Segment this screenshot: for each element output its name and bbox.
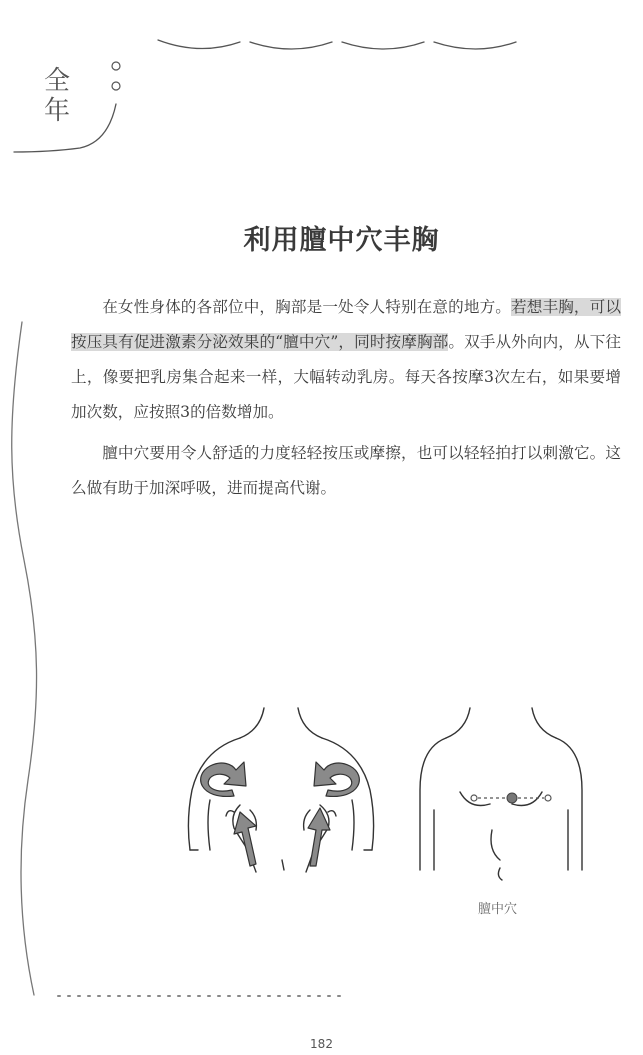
- right-figure-shoulder-right: [556, 738, 582, 870]
- section-label-line2: 年: [44, 96, 71, 126]
- page-title: 利用膻中穴丰胸: [243, 225, 440, 256]
- right-figure-shoulder-left: [420, 738, 446, 870]
- left-figure-arm-right: [352, 800, 372, 850]
- left-figure-neck-left: [240, 708, 264, 738]
- right-figure-neck-right: [532, 708, 556, 738]
- paragraph-1: [71, 290, 621, 430]
- article-body: [71, 290, 621, 512]
- page-number: 182: [310, 1037, 333, 1051]
- upward-arrow-icon: [234, 808, 330, 866]
- paragraph-2: 膻中穴要用令人舒适的力度轻轻按压或摩擦，也可以轻轻拍打以刺激它。这么做有助于加深呼吸，进而提高代谢。: [71, 444, 621, 497]
- left-figure-center-mark: [282, 860, 284, 870]
- top-wave-decoration: [158, 40, 516, 49]
- paragraph-1-highlight: 若想丰胸，可以按压具有促进激素分泌效果的“膻中穴”，同时按摩胸部: [71, 298, 621, 351]
- left-figure-neck-right: [298, 708, 322, 738]
- right-figure-neck-left: [446, 708, 470, 738]
- right-figure-torso: [491, 830, 502, 880]
- acupoint-marker-icon: [507, 793, 517, 803]
- massage-illustration: [170, 700, 620, 890]
- paragraph-1-part2: 。双手从外向内，从下往上，像要把乳房集合起来一样，大幅转动乳房。每天各按摩3次左右，如果要增加次数，应按照3的倍数增加。: [71, 333, 621, 421]
- section-label-line1: 全: [44, 66, 71, 96]
- right-figure-chest: [460, 792, 542, 806]
- left-figure-arm-left: [190, 800, 210, 850]
- section-label: [44, 66, 70, 126]
- circular-arrow-icon: [201, 762, 360, 796]
- illustration-caption: 膻中穴: [478, 902, 518, 917]
- paragraph-1-part1: 在女性身体的各部位中，胸部是一处令人特别在意的地方。: [102, 298, 512, 316]
- header-dot-icon: [112, 62, 120, 70]
- header-dot-icon: [112, 82, 120, 90]
- margin-wave-line: [12, 322, 37, 995]
